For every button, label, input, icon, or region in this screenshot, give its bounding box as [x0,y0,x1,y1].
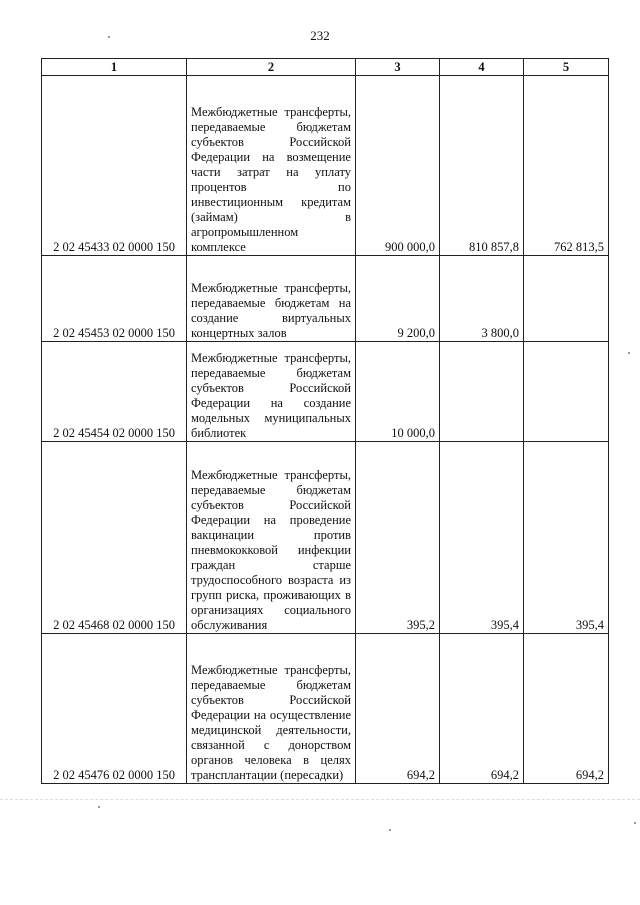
description-cell: Межбюджетные трансферты, передаваемые бюджетам субъектов Российской Федерации на проведение вакцинации против пневмококковой инфекции граждан старше трудоспособного возраста из групп риска, проживающих в организациях социального обслуживания [187,442,356,634]
column-header-4: 4 [440,59,524,76]
page-number: 232 [310,28,330,43]
table-row [42,76,609,256]
amount-col3-cell: 10 000,0 [356,342,440,442]
amount-col4-cell [440,342,524,442]
budget-code-cell: 2 02 45454 02 0000 150 [42,342,187,442]
column-header-2: 2 [187,59,356,76]
budget-code-cell: 2 02 45468 02 0000 150 [42,442,187,634]
amount-col5-cell [524,256,609,342]
table-row [42,342,609,442]
amount-col5-cell: 694,2 [524,634,609,784]
scan-speck [634,822,636,824]
description-cell: Межбюджетные трансферты, передаваемые бюджетам субъектов Российской Федерации на возмещение части затрат на уплату процентов по инвестиционным кредитам (займам) в агропромышленном комплексе [187,76,356,256]
amount-col4-cell: 694,2 [440,634,524,784]
amount-col3-cell: 900 000,0 [356,76,440,256]
budget-code-cell: 2 02 45453 02 0000 150 [42,256,187,342]
table-row [42,442,609,634]
budget-table [41,58,609,784]
amount-col4-cell: 395,4 [440,442,524,634]
amount-col5-cell [524,342,609,442]
description-cell: Межбюджетные трансферты, передаваемые бюджетам субъектов Российской Федерации на осуществление медицинской деятельности, связанной с донорством органов человека в целях трансплантации (пересадки) [187,634,356,784]
description-cell: Межбюджетные трансферты, передаваемые бюджетам субъектов Российской Федерации на создание модельных муниципальных библиотек [187,342,356,442]
amount-col3-cell: 395,2 [356,442,440,634]
table-row [42,634,609,784]
column-header-3: 3 [356,59,440,76]
scan-edge-line [0,799,640,800]
table-row [42,256,609,342]
column-header-5: 5 [524,59,609,76]
scan-speck [98,806,100,808]
amount-col4-cell: 810 857,8 [440,76,524,256]
column-header-1: 1 [42,59,187,76]
budget-code-cell: 2 02 45433 02 0000 150 [42,76,187,256]
amount-col3-cell: 9 200,0 [356,256,440,342]
amount-col5-cell: 762 813,5 [524,76,609,256]
scan-speck [628,352,630,354]
scan-speck [389,829,391,831]
budget-code-cell: 2 02 45476 02 0000 150 [42,634,187,784]
amount-col3-cell: 694,2 [356,634,440,784]
amount-col5-cell: 395,4 [524,442,609,634]
amount-col4-cell: 3 800,0 [440,256,524,342]
table-header-row [42,59,609,76]
scan-speck [108,36,110,38]
description-cell: Межбюджетные трансферты, передаваемые бюджетам на создание виртуальных концертных залов [187,256,356,342]
